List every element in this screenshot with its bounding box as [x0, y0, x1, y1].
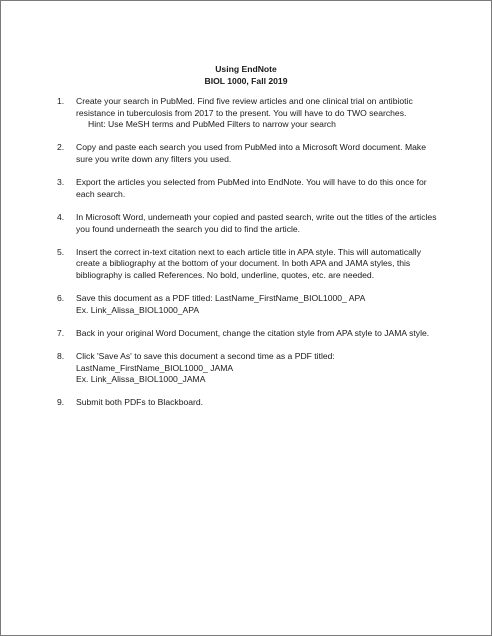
item-text: Save this document as a PDF titled: LastName_FirstName_BIOL1000_ APA [76, 293, 366, 304]
item-text: Insert the correct in-text citation next to each article title in APA style. This will automatically create a bibliography at the bottom of your document. In both APA and JAMA styles, this bibliography is called References. No bold, underline, quotes, etc. are needed. [76, 246, 422, 280]
item-number: 8. [57, 351, 65, 362]
item-hint: Hint: Use MeSH terms and PubMed Filters to narrow your search [88, 119, 336, 130]
item-number: 4. [57, 211, 65, 222]
document-title: Using EndNote [215, 64, 277, 74]
item-number: 1. [57, 96, 65, 106]
item-number: 6. [57, 293, 65, 304]
item-text: Copy and paste each search you used from PubMed into a Microsoft Word document. Make sure you write down any filters you used. [76, 142, 426, 164]
item-number: 2. [57, 142, 65, 153]
instruction-item-7 [57, 328, 437, 340]
instruction-item-8 [57, 351, 437, 386]
item-number: 9. [57, 397, 65, 408]
instruction-item-2 [57, 142, 437, 165]
item-text: Back in your original Word Document, change the citation style from APA style to JAMA style. [76, 327, 430, 338]
instruction-item-6 [57, 293, 437, 316]
item-text: Export the articles you selected from PubMed into EndNote. You will have to do this once for each search. [76, 177, 427, 199]
document-subtitle: BIOL 1000, Fall 2019 [204, 76, 288, 86]
document-header [1, 63, 491, 87]
instruction-item-5 [57, 247, 437, 282]
item-example: Ex. Link_Alissa_BIOL1000_APA [76, 304, 200, 315]
item-number: 7. [57, 327, 65, 338]
instruction-item-1 [57, 96, 437, 131]
instruction-item-3 [57, 177, 437, 200]
instruction-item-9 [57, 397, 437, 409]
item-number: 5. [57, 246, 65, 257]
instruction-item-4 [57, 212, 437, 235]
item-text: Submit both PDFs to Blackboard. [76, 397, 204, 408]
item-text: Create your search in PubMed. Find five review articles and one clinical trial on antibiotic resistance in tuberculosis from 2017 to the present. You will have to do TWO searches. [76, 96, 413, 118]
item-text: Click 'Save As' to save this document a second time as a PDF titled: [76, 351, 335, 362]
instruction-list [57, 96, 437, 421]
item-number: 3. [57, 177, 65, 188]
item-text: In Microsoft Word, underneath your copied and pasted search, write out the titles of the articles you found underneath the search you did to find the article. [76, 211, 437, 234]
item-filename: LastName_FirstName_BIOL1000_ JAMA [76, 362, 234, 373]
item-example: Ex. Link_Alissa_BIOL1000_JAMA [76, 374, 206, 385]
